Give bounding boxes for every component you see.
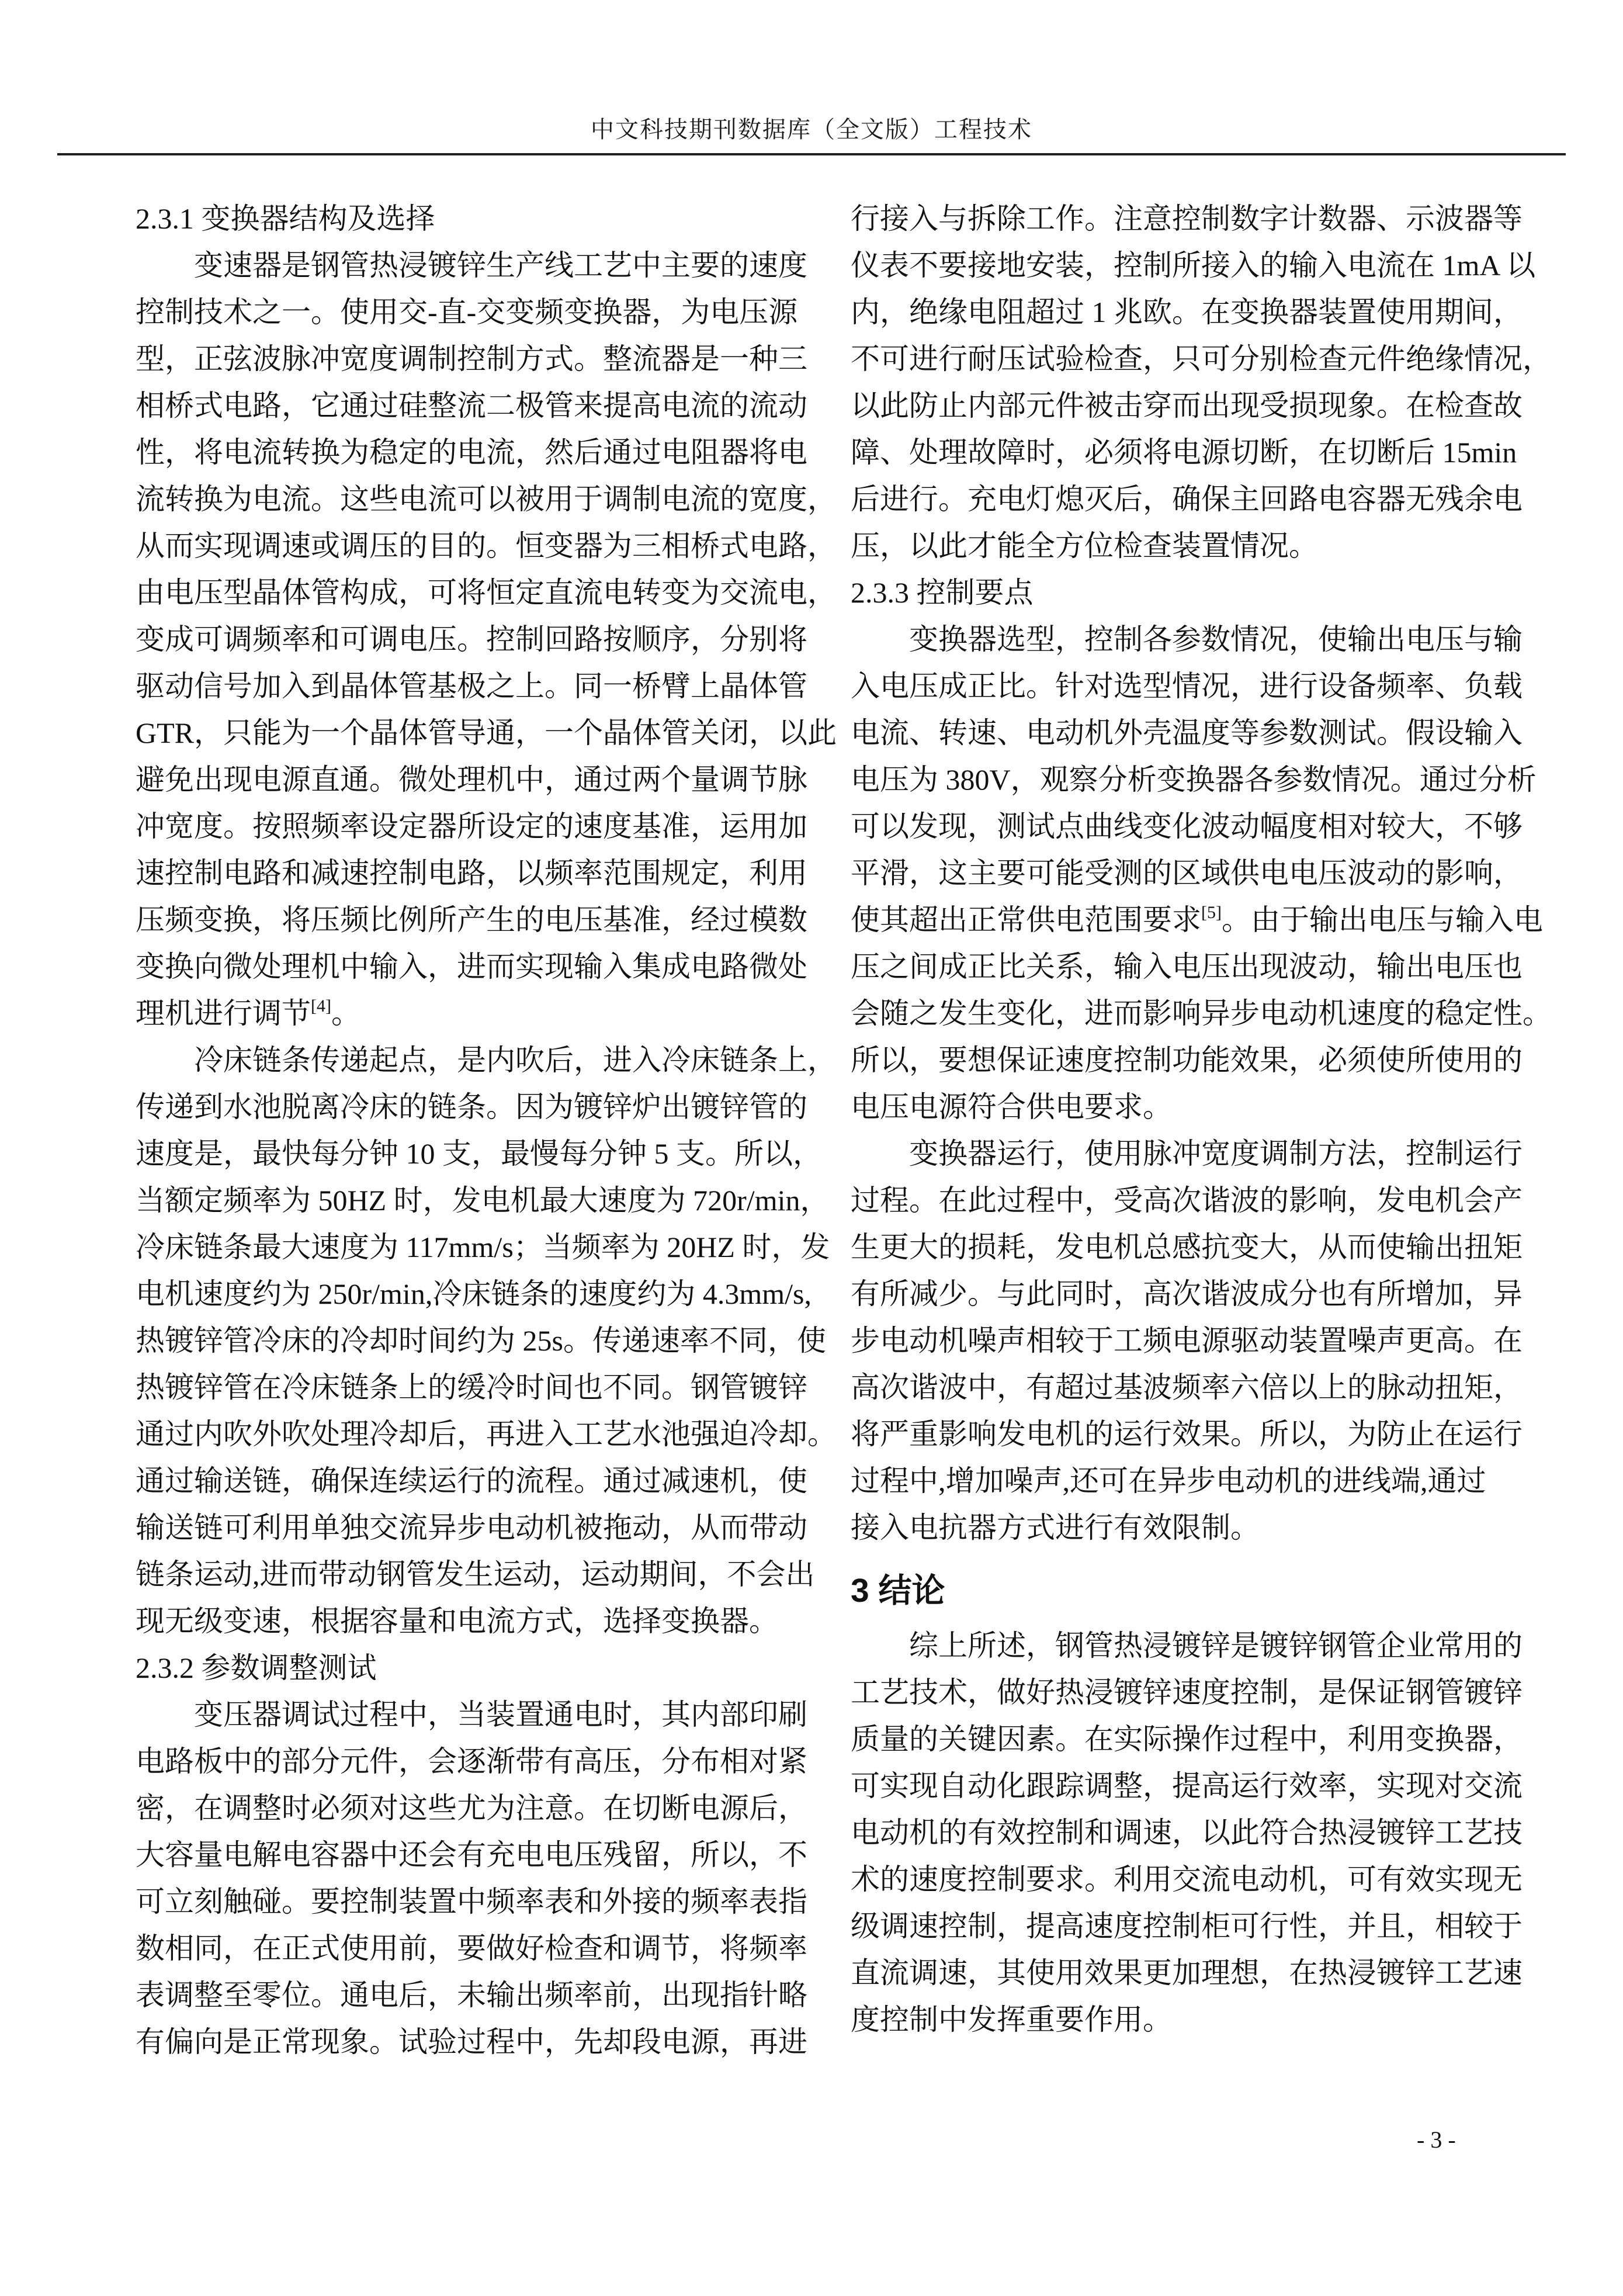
paragraph: 行接入与拆除工作。注意控制数字计数器、示波器等 仪表不要接地安装，控制所接入的输入电流在 1mA 以 内，绝缘电阻超过 1 兆欧。在变换器装置使用期间， 不可进行耐压试验检查，只可分别检查元件绝缘情况， 以此防止内部元件被击穿而出现受损现象。在检查故 障、处理故障时，必须将电源切断，在切断后 15min 后进行。充电灯熄灭后，确保主回路电容器无残余电 压，以此才能全方位检查装置情况。 [851, 202, 1552, 562]
paragraph: 冷床链条传递起点，是内吹后，进入冷床链条上， 传递到水池脱离冷床的链条。因为镀锌炉出镀锌管的 速度是，最快每分钟 10 支，最慢每分钟 5 支。所以， 当额定频率为 50HZ 时，发电机最大速度为 720r/min， 冷床链条最大速度为 117mm/s；当频率为 20HZ 时，发 电机速度约为 250r/min,冷床链条的速度约为 4.3mm/s, 热镀锌管冷床的冷却时间约为 25s。传递速率不同，使 热镀锌管在冷床链条上的缓冷时间也不同。钢管镀锌 通过内吹外吹处理冷却后，再进入工艺水池强迫冷却。 通过输送链，确保连续运行的流程。通过减速机，使 输送链可利用单独交流异步电动机被拖动，从而带动 链条运动,进而带动钢管发生运动，运动期间，不会出 现无级变速，根据容量和电流方式，选择变换器。 [136, 1044, 837, 1637]
journal-header-title: 中文科技期刊数据库（全文版）工程技术 [591, 116, 1032, 143]
citation-ref: [5] [1201, 903, 1222, 922]
section-heading-level1: 3 结论 [851, 1572, 945, 1609]
paragraph: 变换器选型，控制各参数情况，使输出电压与输 入电压成正比。针对选型情况，进行设备频率、负载 电流、转速、电动机外壳温度等参数测试。假设输入 电压为 380V，观察分析变换器各参数情况。通过分析 可以发现，测试点曲线变化波动幅度相对较大，不够 平滑，这主要可能受测的区域供电电压波动的影响， 使其超出正常供电范围要求[5]。由于输出电压与输入电 压之间成正比关系，输入电压出现波动，输出电压也 会随之发生变化，进而影响异步电动机速度的稳定性。 所以，要想保证速度控制功能效果，必须使所使用的 电压电源符合供电要求。 [851, 623, 1552, 1123]
section-heading: 2.3.1 变换器结构及选择 [136, 202, 435, 235]
page-number: - 3 - [1417, 2127, 1456, 2153]
citation-ref: [4] [311, 996, 331, 1016]
paragraph: 变换器运行，使用脉冲宽度调制方法，控制运行 过程。在此过程中，受高次谐波的影响，发电机会产 生更大的损耗，发电机总感抗变大，从而使输出扭矩 有所减少。与此同时，高次谐波成分也有所增加，异 步电动机噪声相较于工频电源驱动装置噪声更高。在 高次谐波中，有超过基波频率六倍以上的脉动扭矩， 将严重影响发电机的运行效果。所以，为防止在运行 过程中,增加噪声,还可在异步电动机的进线端,通过 接入电抗器方式进行有效限制。 [851, 1137, 1523, 1544]
column-left [136, 195, 837, 2065]
column-right [851, 195, 1552, 2043]
section-heading: 2.3.2 参数调整测试 [136, 1651, 377, 1684]
section-heading: 2.3.3 控制要点 [851, 576, 1034, 609]
header-divider [57, 153, 1566, 155]
paragraph: 变压器调试过程中，当装置通电时，其内部印刷 电路板中的部分元件，会逐渐带有高压，分布相对紧 密，在调整时必须对这些尤为注意。在切断电源后， 大容量电解电容器中还会有充电电压残留，所以，不 可立刻触碰。要控制装置中频率表和外接的频率表指 数相同，在正式使用前，要做好检查和调节，将频率 表调整至零位。通电后，未输出频率前，出现指针略 有偏向是正常现象。试验过程中，先却段电源，再进 [136, 1698, 807, 2058]
paragraph: 变速器是钢管热浸镀锌生产线工艺中主要的速度 控制技术之一。使用交-直-交变频变换器，为电压源 型，正弦波脉冲宽度调制控制方式。整流器是一种三 相桥式电路，它通过硅整流二极管来提高电流的流动 性，将电流转换为稳定的电流，然后通过电阻器将电 流转换为电流。这些电流可以被用于调制电流的宽度， 从而实现调速或调压的目的。恒变器为三相桥式电路， 由电压型晶体管构成，可将恒定直流电转变为交流电， 变成可调频率和可调电压。控制回路按顺序，分别将 驱动信号加入到晶体管基极之上。同一桥臂上晶体管 GTR，只能为一个晶体管导通，一个晶体管关闭，以此 避免出现电源直通。微处理机中，通过两个量调节脉 冲宽度。按照频率设定器所设定的速度基准，运用加 速控制电路和减速控制电路，以频率范围规定，利用 压频变换，将压频比例所产生的电压基准，经过模数 变换向微处理机中输入，进而实现输入集成电路微处 理机进行调节[4]。 [136, 249, 837, 1030]
paragraph: 综上所述，钢管热浸镀锌是镀锌钢管企业常用的 工艺技术，做好热浸镀锌速度控制，是保证钢管镀锌 质量的关键因素。在实际操作过程中，利用变换器， 可实现自动化跟踪调整，提高运行效率，实现对交流 电动机的有效控制和调速，以此符合热浸镀锌工艺技 术的速度控制要求。利用交流电动机，可有效实现无 级调速控制，提高速度控制柜可行性，并且，相较于 直流调速，其使用效果更加理想，在热浸镀锌工艺速 度控制中发挥重要作用。 [851, 1629, 1523, 2036]
